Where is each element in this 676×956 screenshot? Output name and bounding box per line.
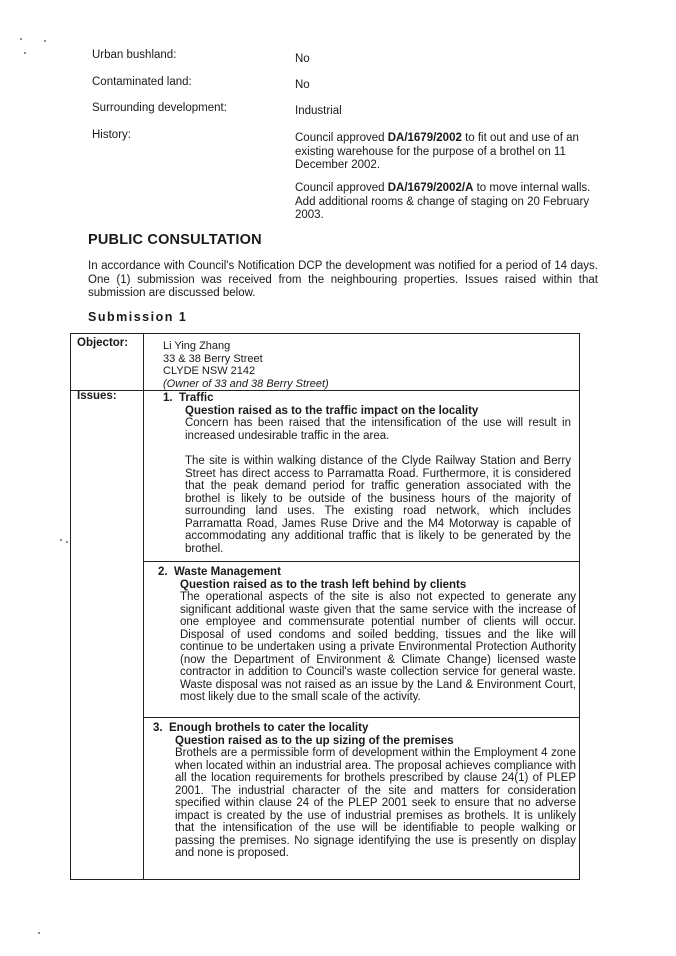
- scan-speck: [60, 539, 62, 541]
- issue-title: 1. Traffic: [163, 392, 214, 404]
- scan-speck: [20, 38, 22, 40]
- da-reference: DA/1679/2002: [387, 132, 462, 144]
- table-row-divider: [143, 717, 580, 718]
- issue-question: Question raised as to the up sizing of the premises: [175, 734, 454, 747]
- info-value: Industrial: [295, 105, 342, 117]
- issue-question: Question raised as to the trash left behind by clients: [180, 578, 467, 591]
- consultation-intro: In accordance with Council's Notification DCP the development was notified for a period of 14 days. One (1) submission was received from the neighbouring properties. Issues raised within that submission are discussed below.: [88, 260, 598, 299]
- info-label: History:: [92, 129, 131, 141]
- da-reference: DA/1679/2002/A: [387, 182, 474, 194]
- table-column-divider: [143, 333, 144, 880]
- scan-speck: [38, 932, 40, 934]
- issue-waste-management: [158, 566, 576, 704]
- objector-suburb: CLYDE NSW 2142: [163, 365, 256, 377]
- issue-title: 3. Enough brothels to cater the locality: [153, 722, 369, 734]
- scan-speck: [44, 40, 46, 42]
- objector-note: (Owner of 33 and 38 Berry Street): [163, 377, 329, 390]
- issue-body: Concern has been raised that the intensification of the use will result in increased undesirable traffic in the area. The site is within walking distance of the Clyde Railway Station and Berry Street has direct access to Parramatta Road. Furthermore, it is considered that the peak demand period for traffic generation associated with the brothel is likely to be outside of the business hours of the majority of surrounding land uses. The existing road network, which includes Parramatta Road, James Ruse Drive and the M4 Motorway is capable of accommodating any additional traffic that is likely to be generated by the brothel.: [185, 417, 571, 555]
- info-label: Urban bushland:: [92, 49, 177, 61]
- objector-address: 33 & 38 Berry Street: [163, 352, 263, 365]
- info-label: Contaminated land:: [92, 76, 192, 88]
- objector-label: Objector:: [77, 337, 129, 349]
- issue-traffic: [163, 392, 571, 555]
- objector-details: [163, 340, 329, 390]
- table-row-divider: [70, 390, 580, 391]
- history-entry: Council approved DA/1679/2002/A to move internal walls. Add additional rooms & change of staging on 20 February 2003.: [295, 182, 591, 221]
- issue-body: The operational aspects of the site is also not expected to generate any significant additional waste given that the same service with the increase of one employee and commensurate potential number of clients will occur. Disposal of used condoms and soiled bedding, tissues and the like will continue to be undertaken using a private Environmental Protection Authority (now the Department of Environment & Climate Change) licensed waste contractor in addition to Council's waste collection service for general waste. Waste disposal was not raised as an issue by the Land & Environment Court, most likely due to the small scale of the activity.: [180, 591, 576, 703]
- issue-title: 2. Waste Management: [158, 566, 281, 578]
- issue-brothel-locality: [153, 722, 576, 860]
- info-value: No: [295, 79, 310, 91]
- table-row-divider: [143, 561, 580, 562]
- issue-body: Brothels are a permissible form of development within the Employment 4 zone when located within an industrial area. The proposal achieves compliance with all the location requirements for brothels prescribed by clause 24(1) of PLEP 2001. The industrial character of the site and matters for consideration specified within clause 24 of the PLEP 2001 seek to ensure that no adverse impact is created by the use of industrial premises as brothels. It is unlikely that the intensification of the use will be identifiable to people walking or passing the premises. No signage identifying the use is presently on display and none is proposed.: [175, 747, 576, 859]
- submission-heading: Submission 1: [88, 310, 188, 324]
- history-entry: Council approved DA/1679/2002 to fit out and use of an existing warehouse for the purpose of a brothel on 11 December 2002.: [295, 132, 579, 171]
- section-heading: PUBLIC CONSULTATION: [88, 232, 262, 248]
- issue-question: Question raised as to the traffic impact on the locality: [185, 404, 479, 417]
- issues-label: Issues:: [77, 390, 117, 402]
- info-value: No: [295, 53, 310, 65]
- scan-speck: [24, 52, 26, 54]
- objector-name: Li Ying Zhang: [163, 340, 231, 352]
- scan-speck: [66, 541, 68, 543]
- info-label: Surrounding development:: [92, 102, 227, 114]
